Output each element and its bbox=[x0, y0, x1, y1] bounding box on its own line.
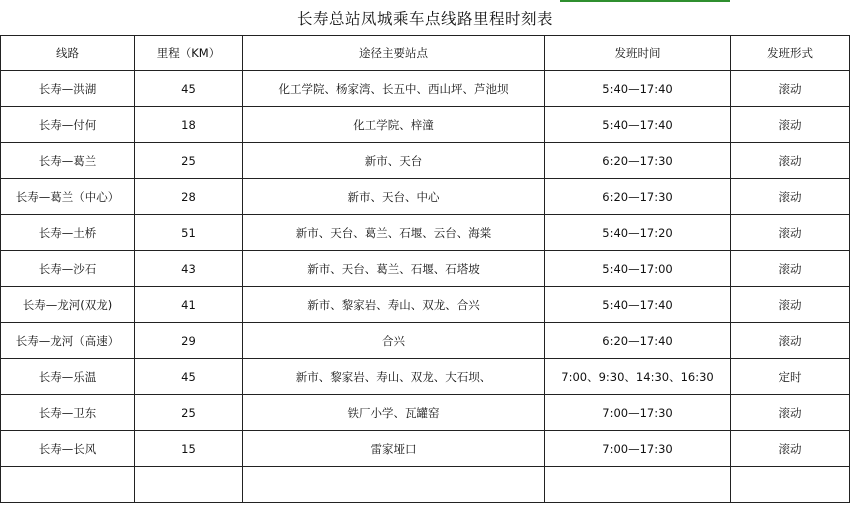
stops-cell: 合兴 bbox=[243, 323, 545, 359]
stops-cell: 新市、天台、葛兰、石堰、石塔坡 bbox=[243, 251, 545, 287]
distance-cell: 25 bbox=[135, 143, 243, 179]
stops-cell: 新市、黎家岩、寿山、双龙、大石坝、 bbox=[243, 359, 545, 395]
distance-cell: 15 bbox=[135, 431, 243, 467]
stops-cell: 新市、天台、葛兰、石堰、云台、海棠 bbox=[243, 215, 545, 251]
departure-cell: 5:40—17:40 bbox=[545, 287, 731, 323]
route-cell: 长寿—龙河(双龙) bbox=[1, 287, 135, 323]
stops-cell: 铁厂小学、瓦罐窑 bbox=[243, 395, 545, 431]
departure-cell: 5:40—17:00 bbox=[545, 251, 731, 287]
distance-cell: 45 bbox=[135, 359, 243, 395]
table-row bbox=[1, 395, 850, 431]
mode-cell: 滚动 bbox=[731, 251, 850, 287]
distance-cell: 29 bbox=[135, 323, 243, 359]
departure-cell: 7:00—17:30 bbox=[545, 431, 731, 467]
table-row bbox=[1, 251, 850, 287]
route-cell: 长寿—沙石 bbox=[1, 251, 135, 287]
table-row bbox=[1, 71, 850, 107]
table-header-row bbox=[1, 36, 850, 71]
header-stops: 途径主要站点 bbox=[243, 36, 545, 71]
distance-cell bbox=[135, 467, 243, 503]
departure-cell: 5:40—17:40 bbox=[545, 71, 731, 107]
departure-cell: 6:20—17:30 bbox=[545, 179, 731, 215]
route-cell bbox=[1, 467, 135, 503]
table-row bbox=[1, 323, 850, 359]
mode-cell: 滚动 bbox=[731, 143, 850, 179]
distance-cell: 45 bbox=[135, 71, 243, 107]
distance-cell: 28 bbox=[135, 179, 243, 215]
page-title: 长寿总站凤城乘车点线路里程时刻表 bbox=[296, 10, 553, 28]
stops-cell: 雷家垭口 bbox=[243, 431, 545, 467]
mode-cell: 滚动 bbox=[731, 287, 850, 323]
table-row bbox=[1, 107, 850, 143]
header-distance: 里程（KM） bbox=[135, 36, 243, 71]
mode-cell: 滚动 bbox=[731, 323, 850, 359]
distance-cell: 25 bbox=[135, 395, 243, 431]
departure-cell: 6:20—17:30 bbox=[545, 143, 731, 179]
header-route: 线路 bbox=[1, 36, 135, 71]
route-cell: 长寿—土桥 bbox=[1, 215, 135, 251]
stops-cell: 化工学院、梓潼 bbox=[243, 107, 545, 143]
distance-cell: 18 bbox=[135, 107, 243, 143]
route-cell: 长寿—龙河（高速） bbox=[1, 323, 135, 359]
table-row bbox=[1, 215, 850, 251]
mode-cell: 定时 bbox=[731, 359, 850, 395]
departure-cell: 6:20—17:40 bbox=[545, 323, 731, 359]
mode-cell: 滚动 bbox=[731, 431, 850, 467]
stops-cell: 化工学院、杨家湾、长五中、西山坪、芦池坝 bbox=[243, 71, 545, 107]
route-cell: 长寿—葛兰 bbox=[1, 143, 135, 179]
stops-cell: 新市、天台、中心 bbox=[243, 179, 545, 215]
mode-cell: 滚动 bbox=[731, 107, 850, 143]
header-departure: 发班时间 bbox=[545, 36, 731, 71]
mode-cell: 滚动 bbox=[731, 179, 850, 215]
stops-cell: 新市、黎家岩、寿山、双龙、合兴 bbox=[243, 287, 545, 323]
mode-cell bbox=[731, 467, 850, 503]
mode-cell: 滚动 bbox=[731, 71, 850, 107]
route-cell: 长寿—洪湖 bbox=[1, 71, 135, 107]
route-cell: 长寿—长风 bbox=[1, 431, 135, 467]
table-row bbox=[1, 179, 850, 215]
route-schedule-table bbox=[0, 35, 850, 503]
departure-cell: 7:00、9:30、14:30、16:30 bbox=[545, 359, 731, 395]
mode-cell: 滚动 bbox=[731, 215, 850, 251]
table-row bbox=[1, 359, 850, 395]
route-cell: 长寿—乐温 bbox=[1, 359, 135, 395]
table-row bbox=[1, 287, 850, 323]
departure-cell: 7:00—17:30 bbox=[545, 395, 731, 431]
table-row-empty bbox=[1, 467, 850, 503]
route-cell: 长寿—葛兰（中心） bbox=[1, 179, 135, 215]
distance-cell: 51 bbox=[135, 215, 243, 251]
stops-cell bbox=[243, 467, 545, 503]
route-cell: 长寿—付何 bbox=[1, 107, 135, 143]
route-cell: 长寿—卫东 bbox=[1, 395, 135, 431]
table-row bbox=[1, 143, 850, 179]
mode-cell: 滚动 bbox=[731, 395, 850, 431]
table-row bbox=[1, 431, 850, 467]
top-accent-bar bbox=[560, 0, 730, 2]
stops-cell: 新市、天台 bbox=[243, 143, 545, 179]
header-mode: 发班形式 bbox=[731, 36, 850, 71]
departure-cell bbox=[545, 467, 731, 503]
departure-cell: 5:40—17:20 bbox=[545, 215, 731, 251]
distance-cell: 41 bbox=[135, 287, 243, 323]
departure-cell: 5:40—17:40 bbox=[545, 107, 731, 143]
distance-cell: 43 bbox=[135, 251, 243, 287]
